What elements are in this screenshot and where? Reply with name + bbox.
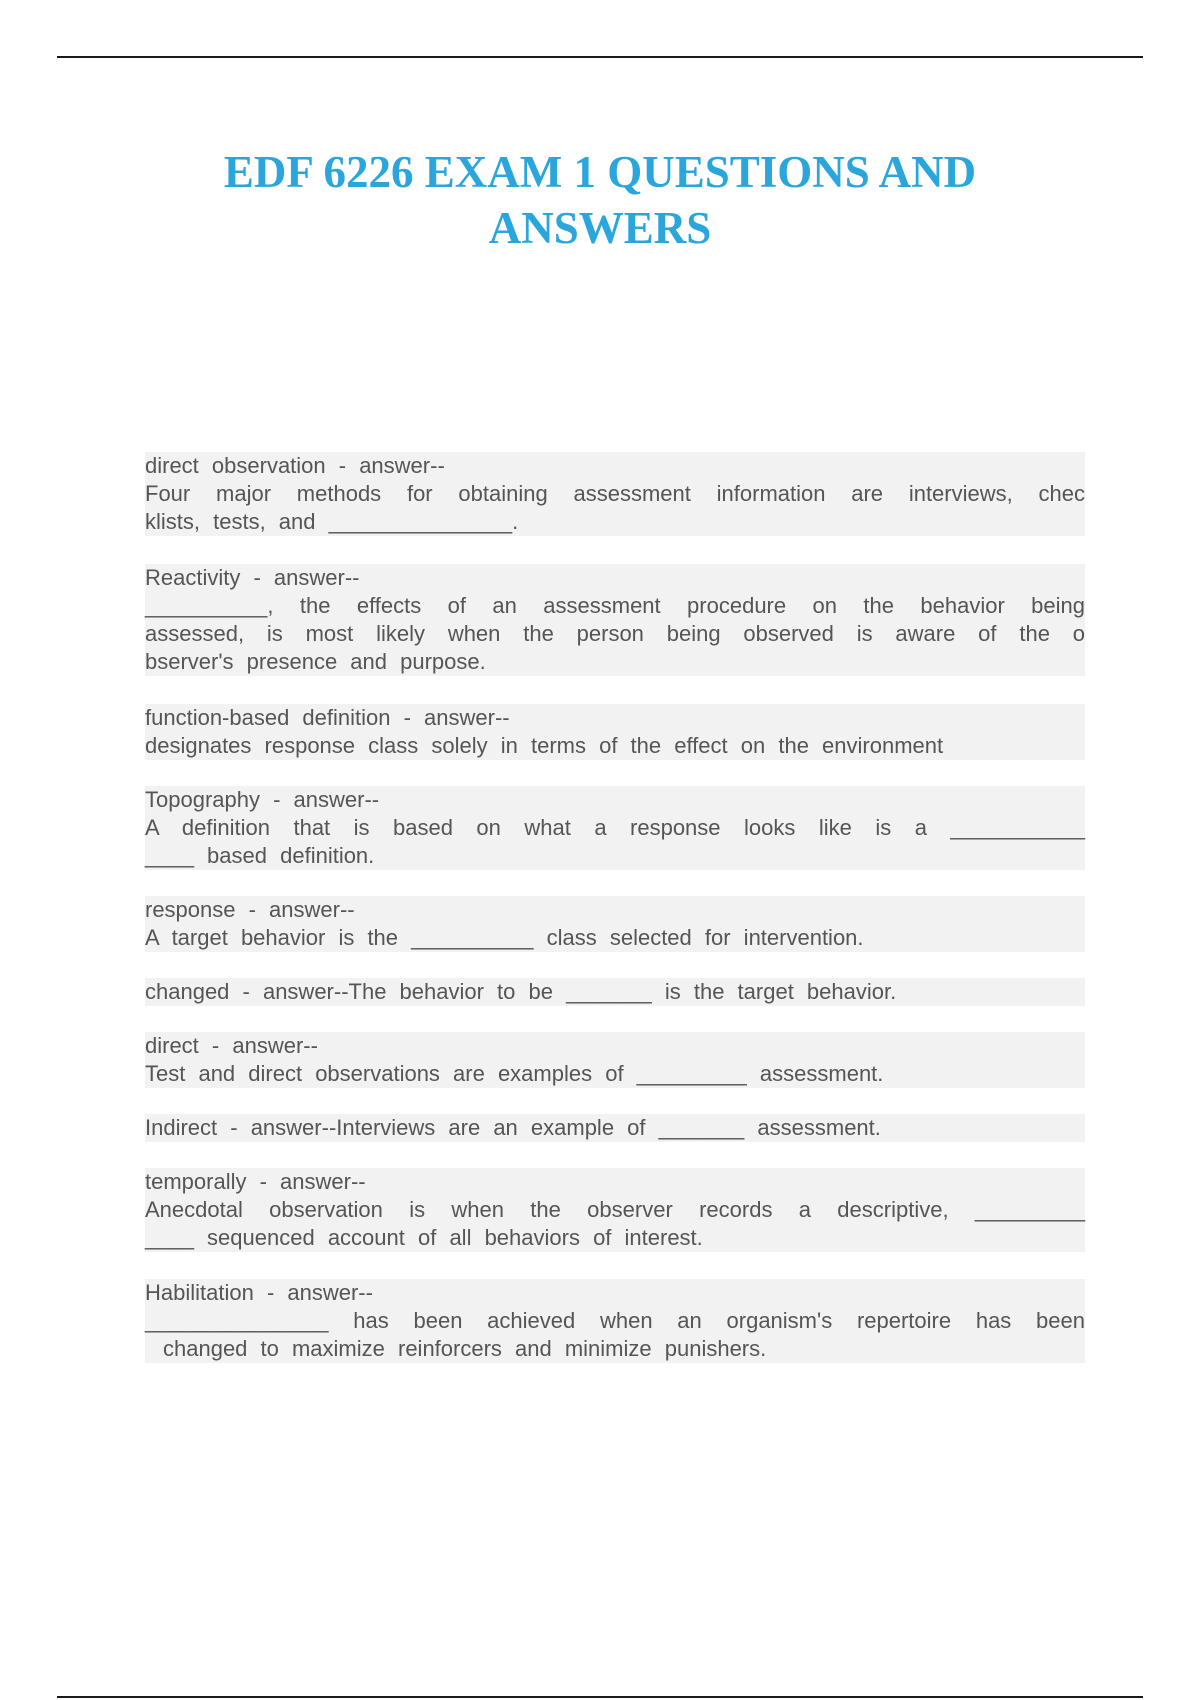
qa-term: response - answer--	[145, 896, 1085, 924]
qa-term: direct - answer--	[145, 1032, 1085, 1060]
qa-text-line: A definition that is based on what a response looks like is a ___________	[145, 815, 1085, 840]
qa-text-line: changed - answer--The behavior to be _______ is the target behavior.	[145, 978, 1085, 1006]
top-rule	[57, 56, 1143, 58]
qa-item-8	[145, 1114, 1085, 1142]
qa-item-3	[145, 704, 1085, 760]
qa-text-line: designates response class solely in terms of the effect on the environment	[145, 732, 1085, 760]
qa-text-line: changed to maximize reinforcers and minimize punishers.	[145, 1335, 1085, 1363]
qa-item-6	[145, 978, 1085, 1006]
qa-item-2	[145, 564, 1085, 676]
qa-text-line: Anecdotal observation is when the observer records a descriptive, _________	[145, 1197, 1085, 1222]
qa-text-line: ____ based definition.	[145, 842, 1085, 870]
qa-item-5	[145, 896, 1085, 952]
qa-text-line: Indirect - answer--Interviews are an example of _______ assessment.	[145, 1114, 1085, 1142]
title-line-2: ANSWERS	[488, 203, 712, 253]
qa-term: function-based definition - answer--	[145, 704, 1085, 732]
qa-text-line: klists, tests, and _______________.	[145, 508, 1085, 536]
qa-text-line: Four major methods for obtaining assessment information are interviews, chec	[145, 481, 1085, 506]
qa-text-line: A target behavior is the __________ class selected for intervention.	[145, 924, 1085, 952]
qa-text-line: assessed, is most likely when the person being observed is aware of the o	[145, 621, 1085, 646]
qa-text-line: bserver's presence and purpose.	[145, 648, 1085, 676]
qa-item-4	[145, 786, 1085, 870]
bottom-rule	[57, 1696, 1143, 1698]
qa-item-1	[145, 452, 1085, 536]
qa-text-line: _______________ has been achieved when an organism's repertoire has been	[145, 1308, 1085, 1333]
title-line-1: EDF 6226 EXAM 1 QUESTIONS AND	[223, 147, 977, 197]
qa-term: direct observation - answer--	[145, 452, 1085, 480]
qa-text-line: ____ sequenced account of all behaviors of interest.	[145, 1224, 1085, 1252]
qa-item-9	[145, 1168, 1085, 1252]
qa-term: Habilitation - answer--	[145, 1279, 1085, 1307]
qa-term: Topography - answer--	[145, 786, 1085, 814]
qa-list	[145, 452, 1085, 1363]
qa-item-7	[145, 1032, 1085, 1088]
qa-text-line: __________, the effects of an assessment procedure on the behavior being	[145, 593, 1085, 618]
qa-term: Reactivity - answer--	[145, 564, 1085, 592]
document-title	[100, 144, 1100, 256]
qa-term: temporally - answer--	[145, 1168, 1085, 1196]
qa-item-10	[145, 1279, 1085, 1363]
qa-text-line: Test and direct observations are examples of _________ assessment.	[145, 1060, 1085, 1088]
